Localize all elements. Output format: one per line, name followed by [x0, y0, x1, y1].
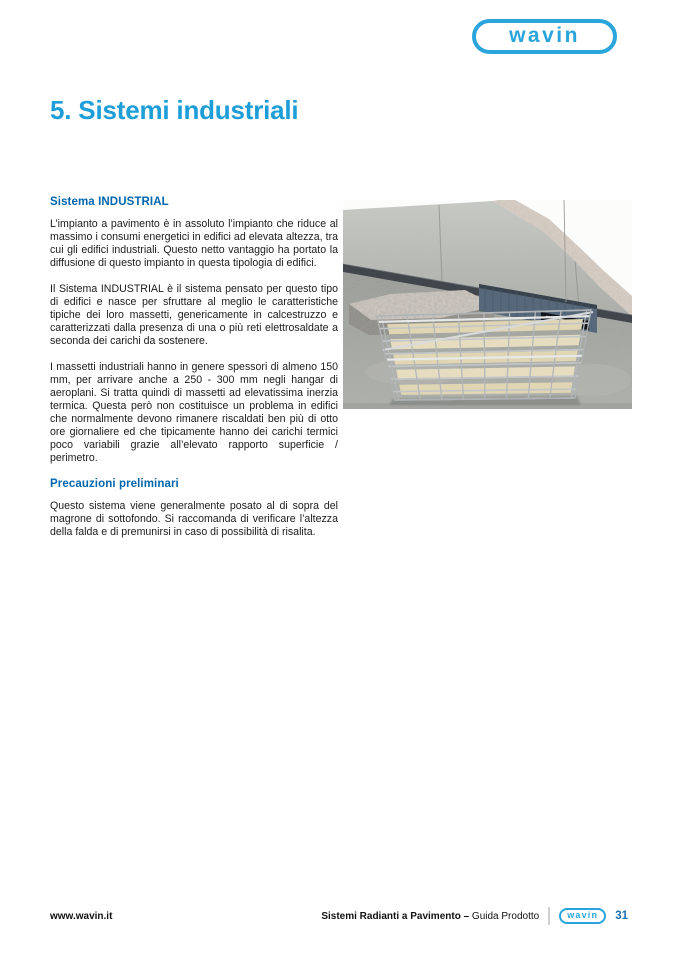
footer-divider — [548, 907, 550, 925]
paragraph: Il Sistema INDUSTRIAL è il sistema pensato per questo tipo di edifici e nasce per sfruttare al meglio le caratteristiche tipiche dei loro massetti, genericamente in calcestruzzo e caratterizzati dalla presenza di una o più reti elettrosaldate a seconda dei carichi da sostenere. — [50, 283, 338, 347]
page-number: 31 — [615, 910, 628, 922]
document-title-regular: Guida Prodotto — [471, 910, 540, 922]
website-link[interactable]: www.wavin.it — [50, 910, 113, 922]
footer-right — [321, 907, 628, 925]
wavin-logo-text: wavin — [509, 24, 580, 47]
industrial-floor-illustration — [343, 200, 632, 409]
floor-system-rendering — [343, 200, 632, 409]
section-heading-sistema-industrial: Sistema INDUSTRIAL — [50, 196, 169, 208]
wavin-logo-small: wavin — [559, 908, 606, 925]
section-heading-precauzioni-preliminari: Precauzioni preliminari — [50, 478, 179, 490]
page-title: 5. Sistemi industriali — [50, 95, 299, 125]
document-title — [321, 911, 539, 922]
body-column — [50, 196, 338, 552]
wavin-logo — [472, 19, 617, 54]
paragraph: Questo sistema viene generalmente posato al di sopra del magrone di sottofondo. Si raccomanda di verificare l’altezza della falda e di premunirsi in caso di possibilità di risalita. — [50, 500, 338, 538]
document-title-bold: Sistemi Radianti a Pavimento – — [321, 910, 470, 922]
paragraph: I massetti industriali hanno in genere spessori di almeno 150 mm, per arrivare anche a 250 - 300 mm negli hangar di aeroplani. Si tratta quindi di massetti ad elevatissima inerzia termica. Questa però non costituisce un problema in edifici che normalmente devono rimanere riscaldati ben più di otto ore giornaliere ed che tipicamente hanno dei carichi termici poco variabili grazie all’elevato rapporto superficie / perimetro. — [50, 361, 338, 464]
paragraph: L’impianto a pavimento è in assoluto l’impianto che riduce al massimo i consumi energetici in edifici ad elevata altezza, tra cui gli edifici industriali. Questo netto vantaggio ha portato la diffusione di questo impianto in questa tipologia di edifici. — [50, 218, 338, 269]
page-footer — [50, 905, 628, 927]
